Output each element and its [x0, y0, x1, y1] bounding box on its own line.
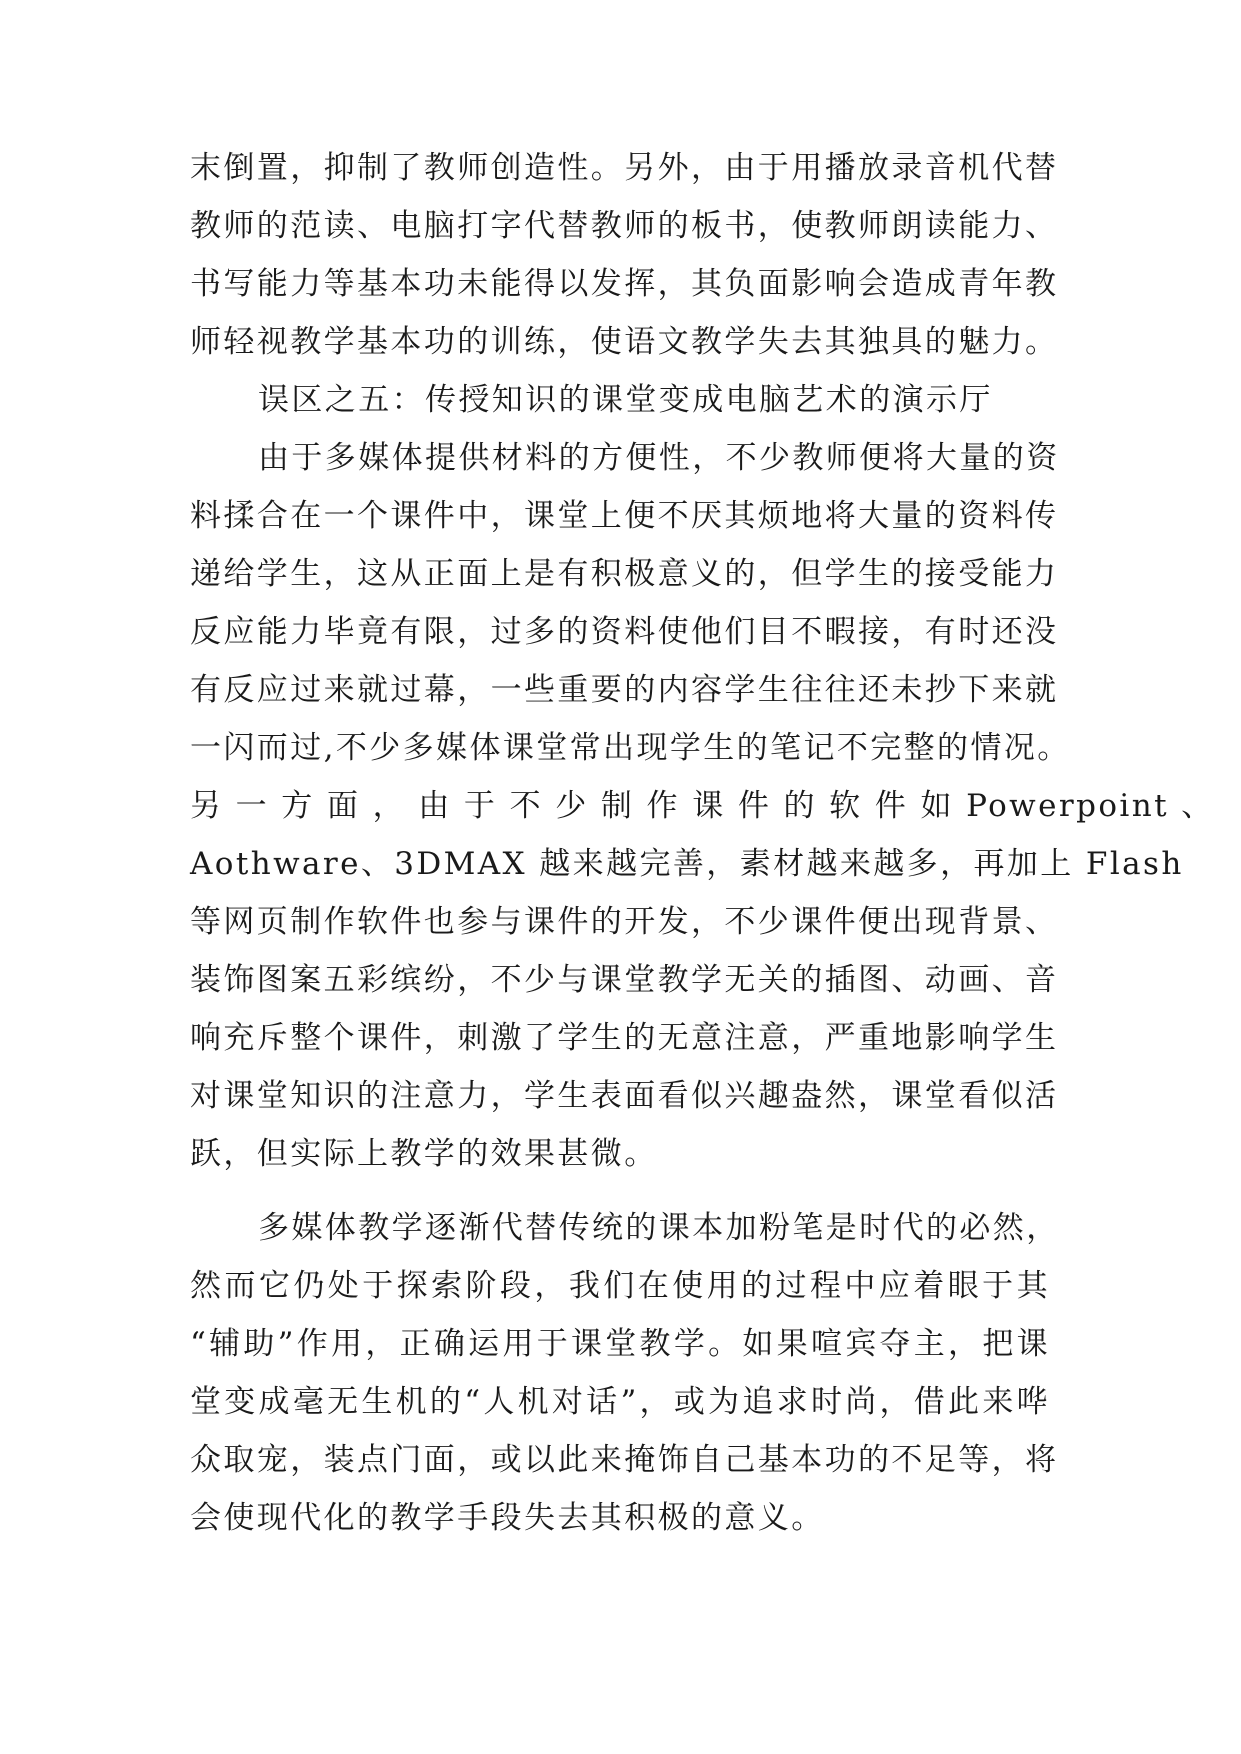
text-line: 跃，但实际上教学的效果甚微。	[190, 1136, 658, 1172]
text-line: 对课堂知识的注意力，学生表面看似兴趣盎然，课堂看似活	[190, 1078, 1059, 1114]
text-line: 由于多媒体提供材料的方便性，不少教师便将大量的资	[258, 440, 1060, 476]
text-line: 堂变成毫无生机的“人机对话”，或为追求时尚，借此来哗	[190, 1384, 1050, 1420]
text-line: 料揉合在一个课件中，课堂上便不厌其烦地将大量的资料传	[190, 498, 1059, 534]
text-line: Aothware、3DMAX 越来越完善，素材越来越多，再加上 Flash	[190, 846, 1184, 882]
text-line: 另 一 方 面 ， 由 于 不 少 制 作 课 件 的 软 件 如 Powerpoint 、	[190, 788, 1215, 824]
text-line: 有反应过来就过幕，一些重要的内容学生往往还未抄下来就	[190, 672, 1059, 708]
text-line: 会使现代化的教学手段失去其积极的意义。	[190, 1500, 825, 1536]
text-line: 多媒体教学逐渐代替传统的课本加粉笔是时代的必然，	[258, 1210, 1060, 1246]
section-heading: 误区之五：传授知识的课堂变成电脑艺术的演示厅	[258, 382, 993, 418]
text-line: 等网页制作软件也参与课件的开发，不少课件便出现背景、	[190, 904, 1059, 940]
text-line: 然而它仍处于探索阶段，我们在使用的过程中应着眼于其	[190, 1268, 1050, 1304]
text-line: 教师的范读、电脑打字代替教师的板书，使教师朗读能力、	[190, 208, 1059, 244]
text-line: 书写能力等基本功未能得以发挥，其负面影响会造成青年教	[190, 266, 1059, 302]
text-line: 师轻视教学基本功的训练，使语文教学失去其独具的魅力。	[190, 324, 1059, 360]
text-line: 一闪而过,不少多媒体课堂常出现学生的笔记不完整的情况。	[190, 730, 1071, 766]
text-line: 众取宠，装点门面，或以此来掩饰自己基本功的不足等，将	[190, 1442, 1059, 1478]
text-line: 装饰图案五彩缤纷，不少与课堂教学无关的插图、动画、音	[190, 962, 1059, 998]
text-line: 末倒置，抑制了教师创造性。另外，由于用播放录音机代替	[190, 150, 1059, 186]
text-line: 递给学生，这从正面上是有积极意义的，但学生的接受能力	[190, 556, 1059, 592]
text-line: 响充斥整个课件，刺激了学生的无意注意，严重地影响学生	[190, 1020, 1059, 1056]
text-line: “辅助”作用，正确运用于课堂教学。如果喧宾夺主，把课	[190, 1326, 1050, 1362]
text-line: 反应能力毕竟有限，过多的资料使他们目不暇接，有时还没	[190, 614, 1059, 650]
